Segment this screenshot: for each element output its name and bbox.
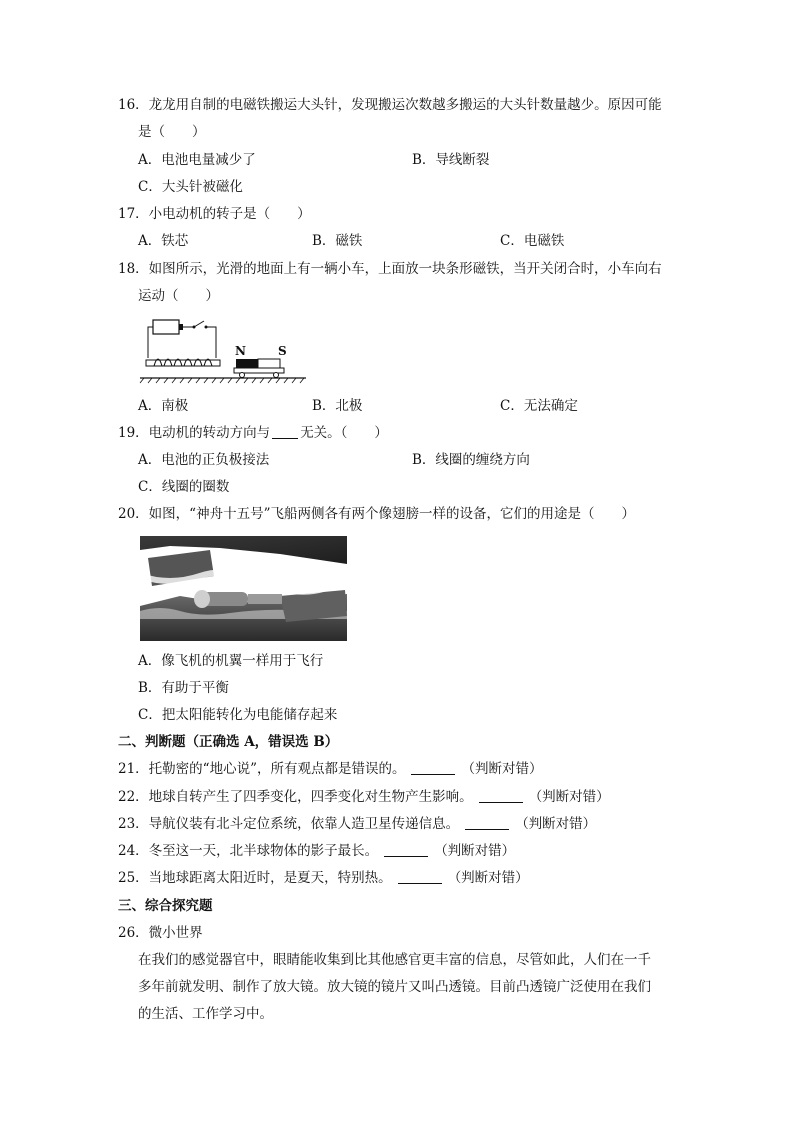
q19-stem-post: 无关。（ ） (300, 425, 388, 441)
label-n: N (235, 344, 246, 358)
q19-stem (118, 424, 388, 442)
q24-tail: （判断对错） (434, 843, 516, 859)
electromagnet-cart-diagram (138, 312, 308, 384)
q22 (118, 788, 610, 806)
q21-blank (411, 760, 455, 775)
bar-magnet-s (258, 359, 280, 368)
q24-blank (384, 842, 428, 857)
iron-core (146, 360, 220, 366)
q25-text: 25．当地球距离太阳近时，是夏天，特别热。 (118, 870, 392, 886)
q24-text: 24．冬至这一天，北半球物体的影子最长。 (118, 843, 379, 859)
spacecraft-photo (140, 536, 347, 641)
q21-text: 21．托勒密的“地心说”，所有观点都是错误的。 (118, 761, 406, 777)
q17-option-c: C．电磁铁 (500, 233, 565, 249)
q20-option-a: A．像飞机的机翼一样用于飞行 (138, 653, 324, 669)
q23-blank (465, 815, 509, 830)
q23-text: 23．导航仪装有北斗定位系统，依靠人造卫星传递信息。 (118, 816, 460, 832)
ground-hatch (140, 378, 304, 383)
q22-tail: （判断对错） (528, 789, 610, 805)
q26-paragraph-line2: 多年前就发明、制作了放大镜。放大镜的镜片又叫凸透镜。目前凸透镜广泛使用在我们 (138, 979, 651, 995)
q18-stem-line1: 18．如图所示，光滑的地面上有一辆小车，上面放一块条形磁铁，当开关闭合时，小车向右 (118, 261, 662, 277)
battery-icon (153, 320, 179, 334)
q26-paragraph-line3: 的生活、工作学习中。 (138, 1006, 273, 1022)
q17-stem: 17．小电动机的转子是（ ） (118, 206, 311, 222)
q18-option-b: B．北极 (312, 398, 363, 414)
q20-option-c: C．把太阳能转化为电能储存起来 (138, 707, 338, 723)
q17-option-b: B．磁铁 (312, 233, 363, 249)
q23-tail: （判断对错） (515, 816, 597, 832)
q22-text: 22．地球自转产生了四季变化，四季变化对生物产生影响。 (118, 789, 473, 805)
q25-blank (398, 869, 442, 884)
q18-option-c: C．无法确定 (500, 398, 578, 414)
q22-blank (479, 788, 523, 803)
q17-option-a: A．铁芯 (138, 233, 189, 249)
q25 (118, 869, 529, 887)
bar-magnet-n (236, 359, 258, 368)
q26-title: 26．微小世界 (118, 925, 203, 941)
q19-option-a: A．电池的正负极接法 (138, 452, 270, 468)
q20-stem: 20．如图，“神舟十五号”飞船两侧各有两个像翅膀一样的设备，它们的用途是（ ） (118, 506, 635, 522)
q16-option-c: C．大头针被磁化 (138, 179, 243, 195)
q16-stem-line2: 是（ ） (138, 124, 206, 140)
q19-option-b: B．线圈的缠绕方向 (412, 452, 530, 468)
section-2-title: 二、判断题（正确选 A，错误选 B） (118, 734, 339, 750)
label-s: S (278, 344, 287, 358)
q19-stem-pre: 19．电动机的转动方向与 (118, 425, 271, 441)
section-3-title: 三、综合探究题 (118, 898, 213, 914)
q16-option-b: B．导线断裂 (412, 152, 490, 168)
q18-option-a: A．南极 (138, 398, 189, 414)
q26-paragraph-line1: 在我们的感觉器官中，眼睛能收集到比其他感官更丰富的信息，尽管如此，人们在一千 (138, 952, 651, 968)
q21-tail: （判断对错） (461, 761, 543, 777)
q23 (118, 815, 596, 833)
q19-blank (272, 424, 298, 439)
q19-option-c: C．线圈的圈数 (138, 479, 230, 495)
q21 (118, 760, 542, 778)
q16-option-a: A．电池电量减少了 (138, 152, 256, 168)
q25-tail: （判断对错） (447, 870, 529, 886)
q24 (118, 842, 515, 860)
q20-option-b: B．有助于平衡 (138, 680, 229, 696)
q16-stem-line1: 16．龙龙用自制的电磁铁搬运大头针，发现搬运次数越多搬运的大头针数量越少。原因可能 (118, 97, 662, 113)
q18-stem-line2: 运动（ ） (138, 288, 219, 304)
